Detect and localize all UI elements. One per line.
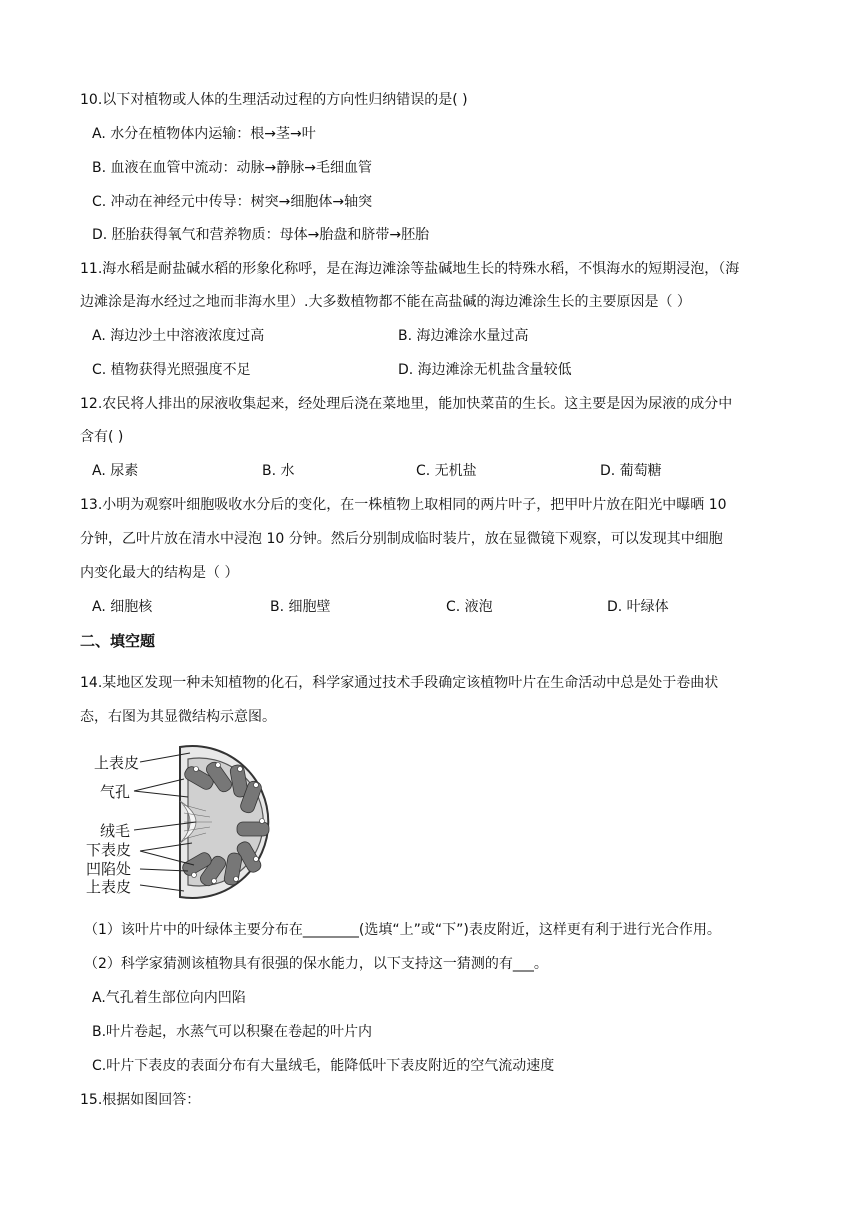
q14-sub-question-2: （2）科学家猜测该植物具有很强的保水能力，以下支持这一猜测的有___。 bbox=[84, 956, 548, 972]
label-upper-epidermis-bottom: 上表皮 bbox=[86, 878, 132, 896]
q10-option-d: D. 胚胎获得氧气和营养物质：母体→胎盘和脐带→胚胎 bbox=[92, 227, 430, 243]
q11-option-a: A. 海边沙土中溶液浓度过高 bbox=[92, 328, 265, 344]
q10-stem: 10.以下对植物或人体的生理活动过程的方向性归纳错误的是( ) bbox=[80, 92, 468, 108]
q13-stem-line2: 分钟，乙叶片放在清水中浸泡 10 分钟。然后分别制成临时装片，放在显微镜下观察，可以发现其中细胞 bbox=[80, 531, 723, 547]
q11-option-b: B. 海边滩涂水量过高 bbox=[398, 328, 529, 344]
q12-option-b: B. 水 bbox=[262, 463, 295, 479]
q14-choice-a: A.气孔着生部位向内凹陷 bbox=[92, 990, 246, 1006]
label-depression: 凹陷处 bbox=[86, 860, 132, 878]
q12-stem-line2: 含有( ) bbox=[80, 429, 124, 445]
label-hairs: 绒毛 bbox=[100, 822, 131, 840]
q12-option-d: D. 葡萄糖 bbox=[600, 463, 662, 479]
q13-option-d: D. 叶绿体 bbox=[607, 599, 669, 615]
q14-choice-c: C.叶片下表皮的表面分布有大量绒毛，能降低叶下表皮附近的空气流动速度 bbox=[92, 1058, 555, 1074]
q14-stem-line2: 态，右图为其显微结构示意图。 bbox=[80, 709, 276, 725]
label-lower-epidermis: 下表皮 bbox=[86, 841, 132, 859]
label-stomata: 气孔 bbox=[100, 783, 131, 801]
q11-option-c: C. 植物获得光照强度不足 bbox=[92, 362, 251, 378]
q12-option-c: C. 无机盐 bbox=[416, 463, 477, 479]
q10-option-b: B. 血液在血管中流动：动脉→静脉→毛细血管 bbox=[92, 160, 372, 176]
q13-option-b: B. 细胞壁 bbox=[270, 599, 331, 615]
q15-stem: 15.根据如图回答： bbox=[80, 1092, 201, 1108]
label-upper-epidermis-top: 上表皮 bbox=[94, 754, 140, 772]
q11-option-d: D. 海边滩涂无机盐含量较低 bbox=[398, 362, 572, 378]
q10-option-a: A. 水分在植物体内运输：根→茎→叶 bbox=[92, 126, 316, 142]
q12-option-a: A. 尿素 bbox=[92, 463, 139, 479]
q13-stem-line1: 13.小明为观察叶细胞吸收水分后的变化，在一株植物上取相同的两片叶子，把甲叶片放在阳光中曝晒 10 bbox=[80, 497, 727, 513]
leaf-cross-section-figure bbox=[84, 741, 314, 903]
q11-stem-line1: 11.海水稻是耐盐碱水稻的形象化称呼，是在海边滩涂等盐碱地生长的特殊水稻，不惧海水的短期浸泡，（海 bbox=[80, 261, 740, 277]
q11-stem-line2: 边滩涂是海水经过之地而非海水里）.大多数植物都不能在高盐碱的海边滩涂生长的主要原因是（ ） bbox=[80, 294, 691, 310]
q13-stem-line3: 内变化最大的结构是（ ） bbox=[80, 565, 239, 581]
section-heading: 二、填空题 bbox=[80, 632, 156, 650]
q14-choice-b: B.叶片卷起，水蒸气可以积聚在卷起的叶片内 bbox=[92, 1024, 373, 1040]
q13-option-a: A. 细胞核 bbox=[92, 599, 153, 615]
q10-option-c: C. 冲动在神经元中传导：树突→细胞体→轴突 bbox=[92, 194, 373, 210]
q13-option-c: C. 液泡 bbox=[446, 599, 493, 615]
q12-stem-line1: 12.农民将人排出的尿液收集起来，经处理后浇在菜地里，能加快菜苗的生长。这主要是因为尿液的成分中 bbox=[80, 396, 733, 412]
q14-stem-line1: 14.某地区发现一种未知植物的化石，科学家通过技术手段确定该植物叶片在生命活动中总是处于卷曲状 bbox=[80, 675, 719, 691]
q14-sub-question-1: （1）该叶片中的叶绿体主要分布在________(选填“上”或“下”)表皮附近，这样更有利于进行光合作用。 bbox=[84, 922, 721, 938]
